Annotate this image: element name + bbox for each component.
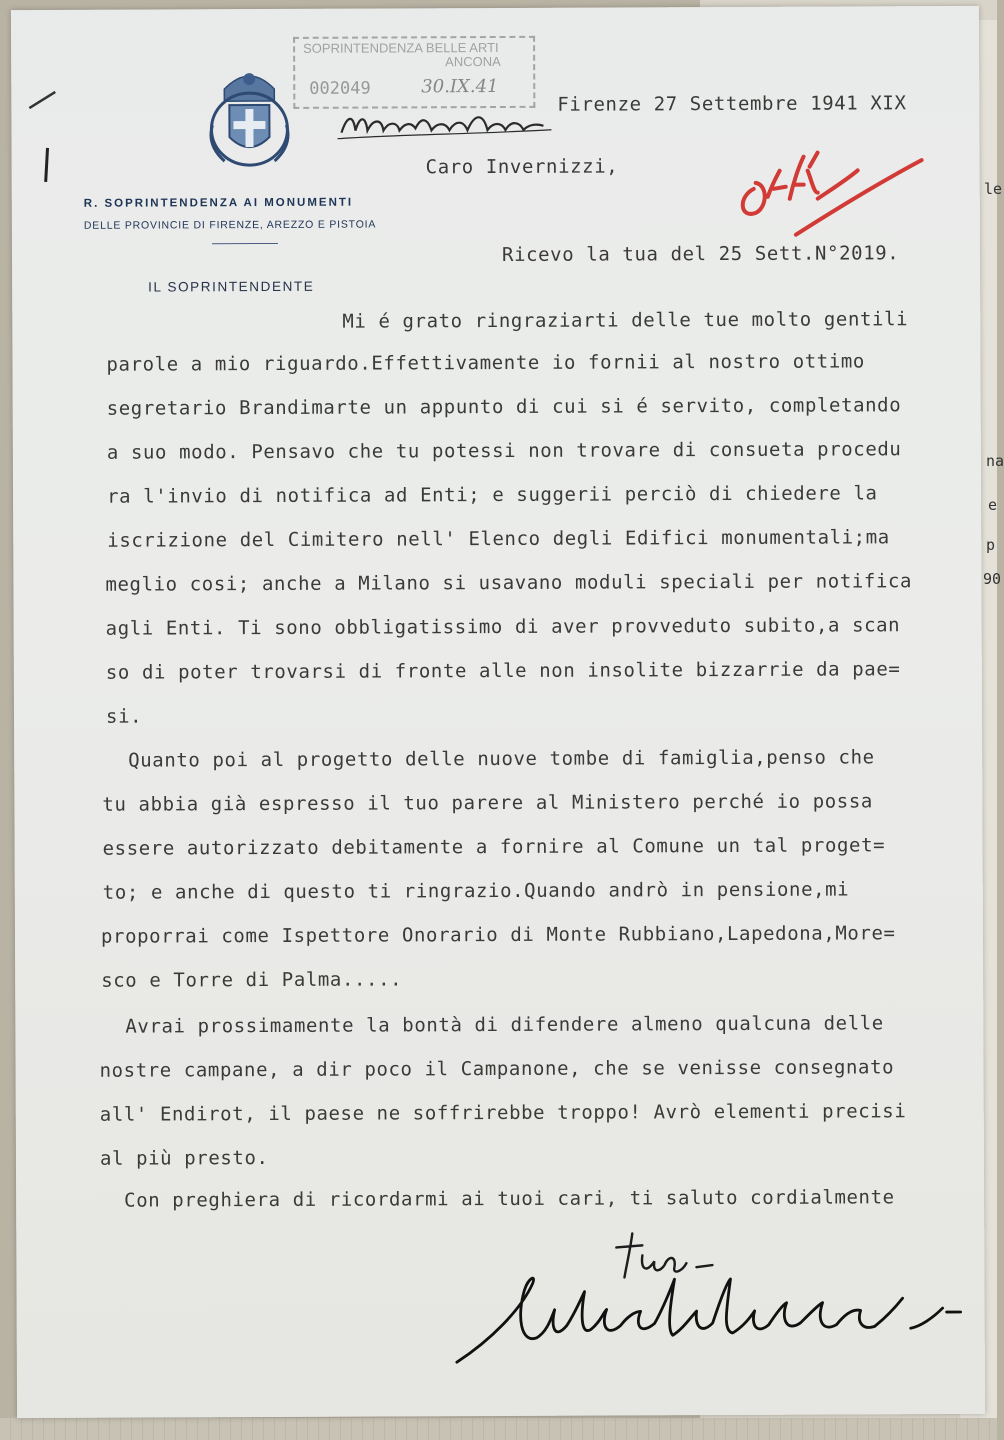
body-line: Mi é grato ringraziarti delle tue molto gentili [342,308,909,333]
body-line: to; e anche di questo ti ringrazio.Quando andrò in pensione,mi [102,878,850,904]
stamp-date: 30.IX.41 [421,75,499,98]
body-line: Con preghiera di ricordarmi ai tuoi cari, ti saluto cordialmente [124,1186,895,1212]
signature [450,1268,971,1390]
body-line: tu abbia già espresso il tuo parere al Ministero perché io possa [102,790,873,816]
body-line: agli Enti. Ti sono obbligatissimo di aver provveduto subito,a scan [105,614,901,640]
body-line: meglio cosi; anche a Milano si usavano moduli speciali per notifica [105,570,913,596]
office-name: R. SOPRINTENDENZA AI MONUMENTI [83,196,354,210]
edge-mark: 90 [983,570,1002,588]
body-line: Quanto poi al progetto delle nuove tombe di famiglia,penso che [128,746,875,772]
red-handwritten-mark [734,140,934,241]
stamp-office: SOPRINTENDENZA BELLE ARTI [303,39,499,56]
edge-mark: le [984,180,1003,198]
body-line: all' Endirot, il paese ne soffrirebbe troppo! Avrò elementi precisi [99,1100,907,1126]
role-title: IL SOPRINTENDENTE [148,278,315,295]
stamp-city: ANCONA [445,53,501,70]
body-line: a suo modo. Pensavo che tu potessi non trovare di consueta procedu [106,438,902,464]
received-stamp [293,36,535,109]
body-line: so di poter trovarsi di fronte alle non insolite bizzarrie da pae= [105,658,901,684]
body-line: al più presto. [99,1147,269,1170]
body-line: Ricevo la tua del 25 Sett.N°2019. [501,242,900,266]
body-line: sco e Torre di Palma..... [101,968,403,992]
body-line: Avrai prossimamente la bontà di difendere almeno qualcuna delle [125,1012,884,1038]
date-line: Firenze 27 Settembre 1941 XIX [557,92,907,116]
body-line: si. [105,705,143,728]
handwritten-place-annotation [337,104,557,145]
body-line: proporrai come Ispettore Onorario di Monte Rubbiano,Lapedona,More= [100,922,896,948]
edge-mark: p [986,536,996,554]
salutation: Caro Invernizzi, [425,155,619,179]
coat-of-arms-icon [204,65,294,171]
edge-mark: e [988,496,998,514]
graph-paper-underlay [0,1418,997,1440]
body-line: segretario Brandimarte un appunto di cui si é servito, completando [106,394,902,420]
body-line: nostre campane, a dir poco il Campanone, che se venisse consegnato [99,1056,895,1082]
pencil-mark [25,86,65,186]
body-line: ra l'invio di notifica ad Enti; e suggerii perciò di chiedere la [107,482,878,508]
edge-mark: na [986,452,1004,470]
body-line: iscrizione del Cimitero nell' Elenco degli Edifici monumentali;ma [107,526,890,552]
stamp-number: 002049 [309,78,371,99]
body-line: parole a mio riguardo.Effettivamente io fornii al nostro ottimo [106,350,865,376]
letterhead-rule [212,243,278,244]
letter-page [11,6,985,1418]
body-line: essere autorizzato debitamente a fornire al Comune un tal proget= [102,834,886,860]
office-provinces: DELLE PROVINCIE DI FIRENZE, AREZZO E PISTOIA [83,218,377,232]
